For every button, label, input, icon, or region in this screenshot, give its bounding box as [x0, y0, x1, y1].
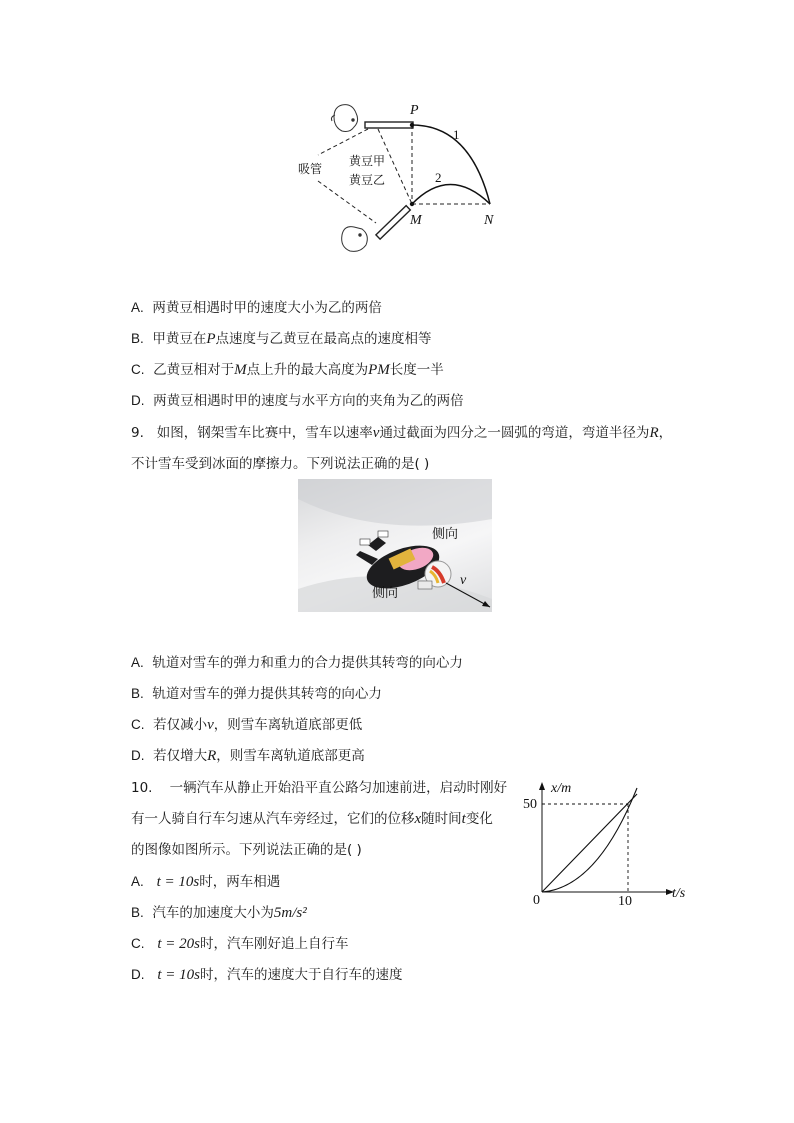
q9-option-a: A. 轨道对雪车的弹力和重力的合力提供其转弯的向心力	[131, 655, 463, 671]
q9-photo-label-top: 侧向	[432, 527, 459, 542]
q8-label-n: N	[484, 213, 494, 228]
trajectory-2	[412, 185, 490, 205]
q8-figure	[290, 95, 510, 265]
q10-stem-line1: 10. 一辆汽车从静止开始沿平直公路匀加速前进，启动时刚好	[131, 780, 508, 796]
q8-option-b: B. 甲黄豆在P点速度与乙黄豆在最高点的速度相等	[131, 331, 432, 347]
person-head-bottom-icon	[342, 227, 368, 252]
graph-y-label: x/m	[551, 781, 572, 796]
q8-label-m: M	[410, 213, 422, 228]
q9-option-d: D. 若仅增大R，则雪车离轨道底部更高	[131, 748, 365, 764]
person-head-top-icon	[331, 105, 357, 132]
q10-option-a: A. t = 10s时，两车相遇	[131, 874, 281, 890]
q9-option-c: C. 若仅减小v，则雪车离轨道底部更低	[131, 717, 363, 733]
q10-stem-line2: 有一人骑自行车匀速从汽车旁经过，它们的位移x随时间t变化	[131, 811, 493, 827]
graph-bicycle-line	[542, 794, 637, 892]
graph-y-tick-50: 50	[523, 797, 537, 812]
q9-stem-line1: 9. 如图，钢架雪车比赛中，雪车以速率v通过截面为四分之一圆弧的弯道，弯道半径为R，	[131, 425, 673, 441]
q10-stem-line3: 的图像如图所示。下列说法正确的是( )	[131, 842, 362, 858]
graph-origin: 0	[533, 893, 540, 908]
q9-stem-line2: 不计雪车受到冰面的摩擦力。下列说法正确的是( )	[131, 456, 430, 472]
q9-photo-label-bottom: 侧向	[372, 586, 399, 601]
graph-x-tick-10: 10	[618, 894, 632, 909]
q8-option-d: D. 两黄豆相遇时甲的速度与水平方向的夹角为乙的两倍	[131, 393, 464, 409]
q8-label-bean-a: 黄豆甲	[349, 154, 386, 168]
trajectory-1	[412, 125, 490, 204]
straw-top	[365, 122, 413, 128]
q10-option-d: D. t = 10s时，汽车的速度大于自行车的速度	[131, 967, 403, 983]
q8-label-curve2: 2	[435, 170, 442, 185]
q8-label-straw: 吸管	[298, 162, 323, 176]
q8-label-curve1: 1	[453, 127, 460, 142]
q10-option-b: B. 汽车的加速度大小为5m/s²	[131, 905, 307, 921]
graph-x-label: t/s	[672, 886, 686, 901]
q9-option-b: B. 轨道对雪车的弹力提供其转弯的向心力	[131, 686, 382, 702]
q8-label-p: P	[410, 103, 419, 118]
straw-bottom	[376, 206, 410, 239]
q8-option-c: C. 乙黄豆相对于M点上升的最大高度为PM长度一半	[131, 362, 444, 378]
q9-photo-label-v: v	[460, 573, 467, 588]
q8-label-bean-b: 黄豆乙	[349, 173, 386, 187]
q10-option-c: C. t = 20s时，汽车刚好追上自行车	[131, 936, 349, 952]
q8-option-a: A. 两黄豆相遇时甲的速度大小为乙的两倍	[131, 300, 382, 316]
